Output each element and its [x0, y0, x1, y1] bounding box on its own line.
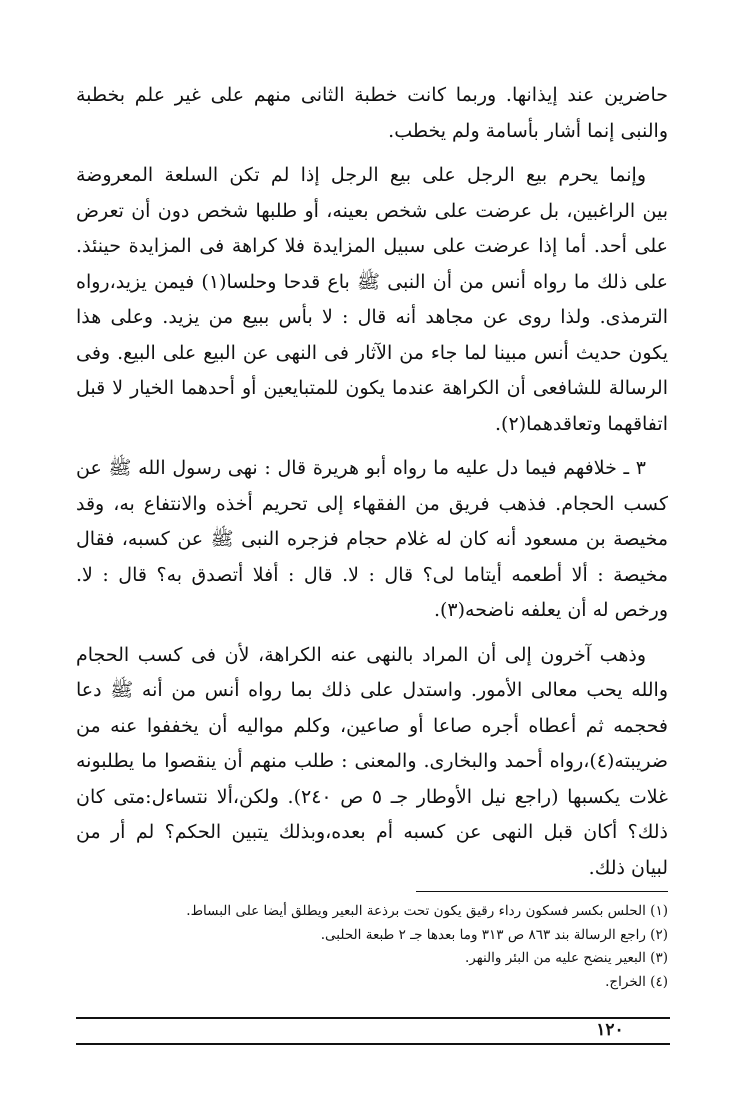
page-number: ١٢٠: [596, 1020, 624, 1040]
text-line: والله يحب معالى الأمور. واستدل على ذلك بما رواه أنس من أنه ﷺ دعا: [76, 679, 668, 701]
text-line: على ذلك ما رواه أنس من أن النبى ﷺ باع قدحا وحلسا(١) فيمن يزيد،رواه: [76, 270, 668, 293]
paragraph-2: [76, 158, 668, 442]
footnote-3: (٣) البعير ينضح عليه من البئر والنهر.: [464, 950, 668, 966]
text-line: ذلك؟ أكان قبل النهى عن كسبه أم بعده،وبذلك يتبين الحكم؟ لم أر من: [76, 821, 668, 843]
text-line: اتفاقهما وتعاقدهما(٢).: [495, 412, 668, 435]
text-line: على أحد. أما إذا عرضت على سبيل المزايدة فلا كراهة فى المزايدة حينئذ.: [76, 235, 668, 257]
text-line: حاضرين عند إيذانها. وربما كانت خطبة الثانى منهم على غير علم بخطبة: [76, 84, 668, 106]
paragraph-3: [76, 451, 668, 629]
text-line: الترمذى. ولذا روى عن مجاهد أنه قال : لا بأس ببيع من يزيد. وعلى هذا: [76, 306, 668, 328]
text-line: لبيان ذلك.: [588, 856, 668, 879]
paragraph-1: [76, 78, 668, 149]
footnotes: [76, 900, 668, 994]
text-line: يكون حديث أنس مبينا لما جاء من الآثار فى النهى عن البيع على البيع. وفى: [76, 341, 668, 364]
text-line: ضريبته(٤)،رواه أحمد والبخارى. والمعنى : طلب منهم أن ينقصوا ما يطلبونه: [76, 750, 668, 772]
paragraph-4: [76, 638, 668, 887]
text-line: الرسالة للشافعى أن الكراهة عندما يكون للمتبايعين أو أحدهما الخيار لا قبل: [76, 377, 668, 399]
footnote-1: (١) الحلس بكسر فسكون رداء رقيق يكون تحت برذعة البعير ويطلق أيضا على البساط.: [186, 903, 668, 919]
footnote-separator: [416, 891, 668, 892]
text-line: وذهب آخرون إلى أن المراد بالنهى عنه الكراهة، لأن فى كسب الحجام: [76, 643, 646, 666]
text-line: غلات يكسبها (راجع نيل الأوطار جـ ٥ ص ٢٤٠). ولكن،ألا نتساءل:متى كان: [76, 785, 668, 808]
text-line: كسب الحجام. فذهب فريق من الفقهاء إلى تحريم أخذه والانتفاع به، وقد: [76, 492, 668, 515]
text-line: والنبى إنما أشار بأسامة ولم يخطب.: [388, 119, 668, 142]
page-rule-bottom: [76, 1043, 670, 1045]
text-line: وإنما يحرم بيع الرجل على بيع الرجل إذا لم تكن السلعة المعروضة: [76, 164, 646, 186]
footnote-4: (٤) الخراج.: [605, 973, 668, 990]
text-line: ٣ ـ خلافهم فيما دل عليه ما رواه أبو هريرة قال : نهى رسول الله ﷺ عن: [76, 457, 646, 479]
footnote-2: (٢) راجع الرسالة بند ٨٦٣ ص ٣١٣ وما بعدها جـ ٢ طبعة الحلبى.: [320, 926, 668, 943]
text-line: ورخص له أن يعلفه ناضحه(٣).: [433, 599, 668, 621]
text-line: بين الراغبين، بل عرضت على شخص بعينه، أو طلبها شخص دون أن تعرض: [76, 199, 668, 222]
text-line: مخيصة : ألا أطعمه أيتاما لى؟ قال : لا. قال : أفلا أتصدق به؟ قال : لا.: [76, 563, 668, 586]
text-line: مخيصة بن مسعود أنه كان له غلام حجام فزجره النبى ﷺ عن كسبه، فقال: [76, 528, 668, 550]
page-body: [76, 78, 668, 886]
text-line: فحجمه ثم أعطاه أجره صاعا أو صاعين، وكلم مواليه أن يخففوا عنه من: [76, 714, 668, 737]
